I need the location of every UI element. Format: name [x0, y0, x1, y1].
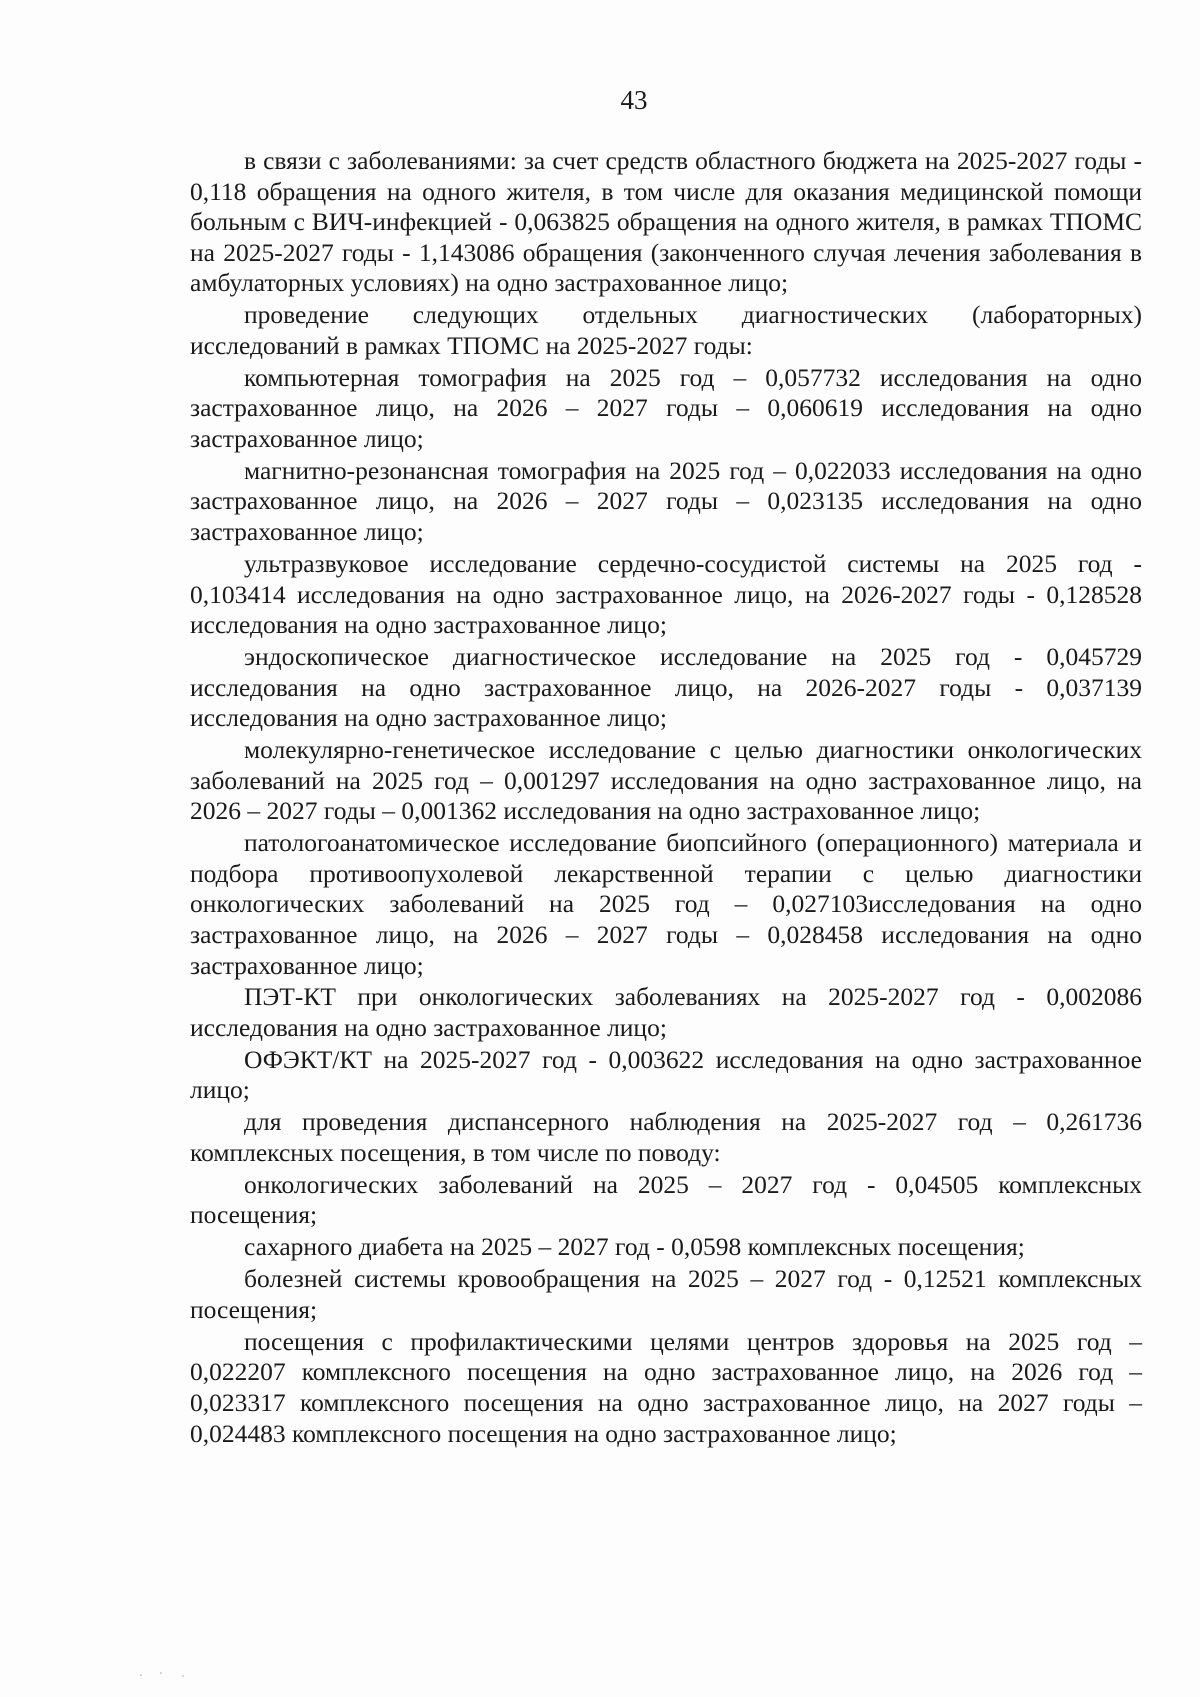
paragraph-dispensary-observation: для проведения диспансерного наблюдения на 2025-2027 год – 0,261736 комплексных посещения, в том числе по поводу: [190, 1107, 1142, 1167]
paragraph-circulatory: болезней системы кровообращения на 2025 – 2027 год - 0,12521 комплексных посещения; [190, 1264, 1142, 1324]
paragraph-disease-visits: в связи с заболеваниями: за счет средств областного бюджета на 2025-2027 годы - 0,118 обращения на одного жителя, в том числе для оказания медицинской помощи больным с ВИЧ-инфекцией - 0,063825 обращения на одного жителя, в рамках ТПОМС на 2025-2027 годы - 1,143086 обращения (законченного случая лечения заболевания в амбулаторных условиях) на одно застрахованное лицо; [190, 146, 1142, 298]
document-body [190, 146, 1142, 1449]
paragraph-molecular-genetic: молекулярно-генетическое исследование с целью диагностики онкологических заболеваний на 2025 год – 0,001297 исследования на одно застрахованное лицо, на 2026 – 2027 годы – 0,001362 исследования на одно застрахованное лицо; [190, 735, 1142, 826]
paragraph-health-centers: посещения с профилактическими целями центров здоровья на 2025 год – 0,022207 комплексного посещения на одно застрахованное лицо, на 2026 год – 0,023317 комплексного посещения на одно застрахованное лицо, на 2027 годы – 0,024483 комплексного посещения на одно застрахованное лицо; [190, 1326, 1142, 1448]
page-number: 43 [620, 85, 648, 115]
paragraph-ct: компьютерная томография на 2025 год – 0,057732 исследования на одно застрахованное лицо, на 2026 – 2027 годы – 0,060619 исследования на одно застрахованное лицо; [190, 362, 1142, 453]
paragraph-spect-ct: ОФЭКТ/КТ на 2025-2027 год - 0,003622 исследования на одно застрахованное лицо; [190, 1044, 1142, 1105]
scan-artifact [140, 1672, 200, 1678]
paragraph-mri: магнитно-резонансная томография на 2025 год – 0,022033 исследования на одно застрахованное лицо, на 2026 – 2027 годы – 0,023135 исследования на одно застрахованное лицо; [190, 455, 1142, 547]
paragraph-endoscopy: эндоскопическое диагностическое исследование на 2025 год - 0,045729 исследования на одно застрахованное лицо, на 2026-2027 годы - 0,037139 исследования на одно застрахованное лицо; [190, 641, 1142, 733]
paragraph-diagnostic-intro: проведение следующих отдельных диагностических (лабораторных) исследований в рамках ТПОМС на 2025-2027 годы: [190, 300, 1142, 360]
paragraph-oncology: онкологических заболеваний на 2025 – 2027 год - 0,04505 комплексных посещения; [190, 1169, 1142, 1230]
paragraph-pathology: патологоанатомическое исследование биопсийного (операционного) материала и подбора противоопухолевой лекарственной терапии с целью диагностики онкологических заболеваний на 2025 год – 0,027103исследования на одно застрахованное лицо, на 2026 – 2027 годы – 0,028458 исследования на одно застрахованное лицо; [190, 828, 1142, 980]
paragraph-ultrasound: ультразвуковое исследование сердечно-сосудистой системы на 2025 год - 0,103414 исследования на одно застрахованное лицо, на 2026-2027 годы - 0,128528 исследования на одно застрахованное лицо; [190, 548, 1142, 640]
paragraph-diabetes: сахарного диабета на 2025 – 2027 год - 0,0598 комплексных посещения; [244, 1232, 1025, 1262]
paragraph-pet-ct: ПЭТ-КТ при онкологических заболеваниях на 2025-2027 год - 0,002086 исследования на одно застрахованное лицо; [190, 982, 1142, 1042]
